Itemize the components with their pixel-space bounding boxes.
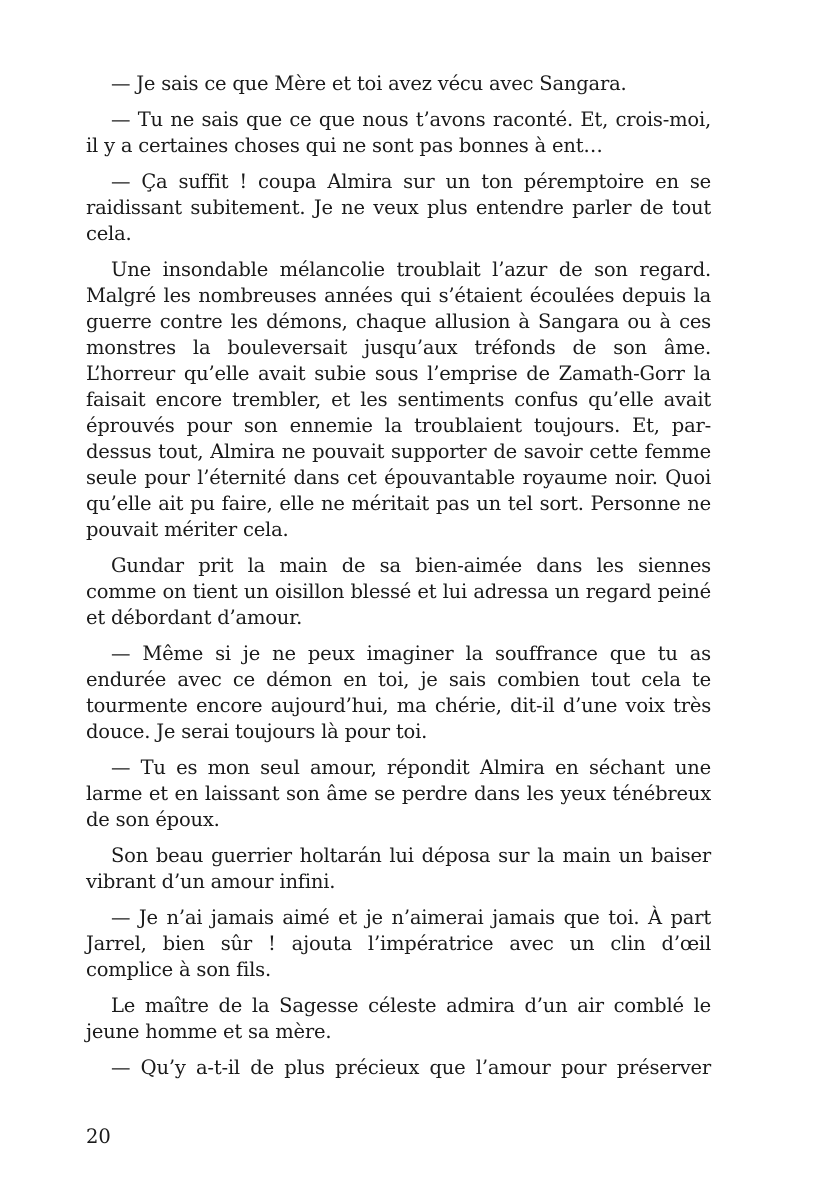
paragraph-3: — Ça suffit ! coupa Almira sur un ton péremptoire en se raidissant subitement. Je ne veux plus entendre parler de tout cela. [86, 170, 711, 245]
paragraph-7: — Tu es mon seul amour, répondit Almira en séchant une larme et en laissant son âme se perdre dans les yeux ténébreux de son époux. [86, 756, 711, 831]
paragraph-2: — Tu ne sais que ce que nous t’avons raconté. Et, crois-moi, il y a certaines choses qui ne sont pas bonnes à ent… [86, 108, 711, 157]
paragraph-8: Son beau guerrier holtarán lui déposa sur la main un baiser vibrant d’un amour infini. [86, 844, 711, 893]
paragraph-10: Le maître de la Sagesse céleste admira d’un air comblé le jeune homme et sa mère. [86, 994, 711, 1043]
paragraph-6: — Même si je ne peux imaginer la souffrance que tu as endurée avec ce démon en toi, je sais combien tout cela te tourmente encore aujourd’hui, ma chérie, dit-il d’une voix très douce. Je serai toujours là pour toi. [86, 642, 711, 743]
paragraph-9: — Je n’ai jamais aimé et je n’aimerai jamais que toi. À part Jarrel, bien sûr ! ajouta l’impératrice avec un clin d’œil complice à son fils. [86, 906, 711, 981]
paragraph-4: Une insondable mélancolie troublait l’azur de son regard. Malgré les nombreuses années qui s’étaient écoulées depuis la guerre contre les démons, chaque allusion à Sangara ou à ces monstres la bouleversait jusqu’aux tréfonds de son âme. L’horreur qu’elle avait subie sous l’emprise de Zamath-Gorr la faisait encore trembler, et les sentiments confus qu’elle avait éprouvés pour son ennemie la troublaient toujours. Et, par-dessus tout, Almira ne pouvait supporter de savoir cette femme seule pour l’éternité dans cet épouvantable royaume noir. Quoi qu’elle ait pu faire, elle ne méritait pas un tel sort. Personne ne pouvait mériter cela. [86, 258, 711, 541]
paragraph-1: — Je sais ce que Mère et toi avez vécu avec Sangara. [111, 72, 627, 95]
paragraph-5: Gundar prit la main de sa bien-aimée dans les siennes comme on tient un oisillon blessé et lui adressa un regard peiné et débordant d’amour. [86, 554, 711, 629]
paragraph-11: — Qu’y a-t-il de plus précieux que l’amour pour préserver [111, 1056, 711, 1079]
body-text [86, 71, 711, 1091]
page-number: 20 [86, 1125, 111, 1148]
